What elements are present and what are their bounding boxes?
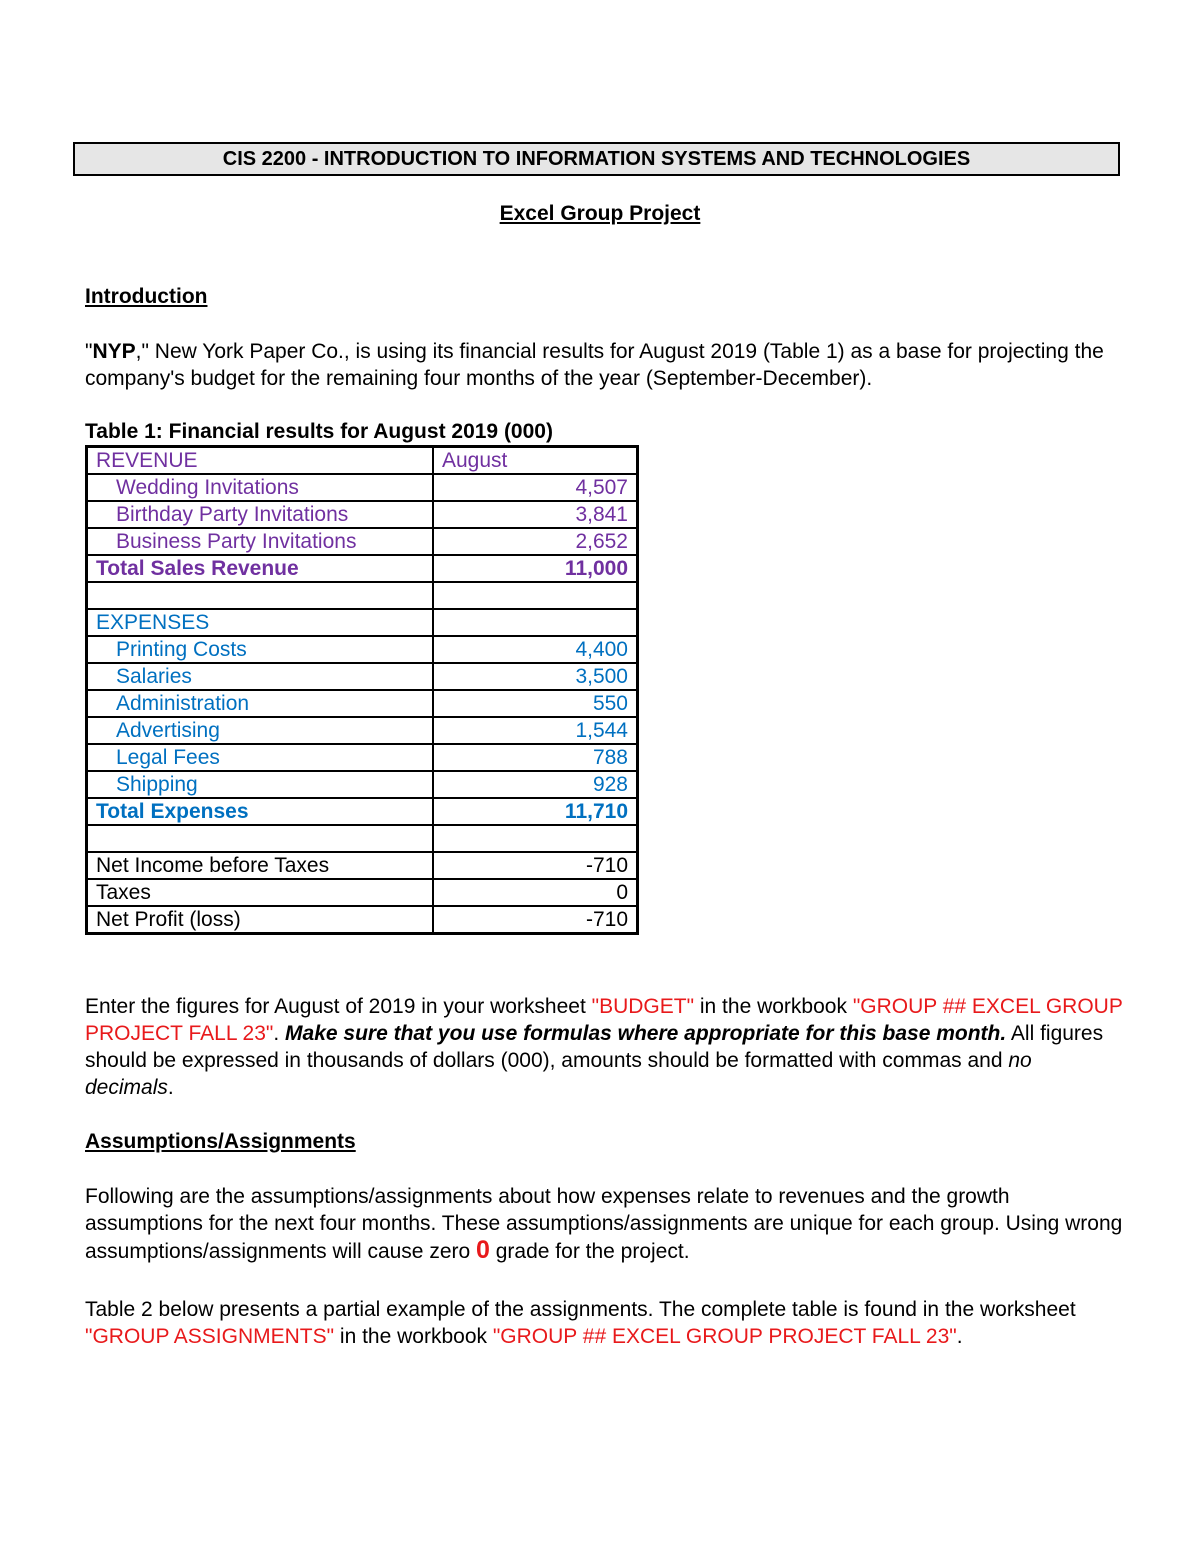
formulas-emphasis: Make sure that you use formulas where appropriate for this base month. [285,1022,1007,1045]
table-row [87,906,638,934]
instructions-text: . [273,1022,286,1045]
summary-label: Net Profit (loss) [87,906,434,934]
table-row [87,609,638,636]
table-row [87,690,638,717]
revenue-value: 4,507 [433,474,638,501]
table-row [87,744,638,771]
summary-value: 0 [433,879,638,906]
revenue-label: Birthday Party Invitations [87,501,434,528]
assumptions-heading: Assumptions/Assignments [85,1130,356,1153]
table-row [87,474,638,501]
total-revenue-value: 11,000 [433,555,638,582]
worksheet-name: "BUDGET" [591,995,695,1018]
empty-cell [433,825,638,852]
summary-label: Taxes [87,879,434,906]
expense-label: Printing Costs [87,636,434,663]
table-row-empty [87,825,638,852]
table-row [87,798,638,825]
table-row [87,555,638,582]
expense-label: Legal Fees [87,744,434,771]
table2-intro-text: in the workbook [334,1325,493,1348]
empty-cell [87,825,434,852]
total-expenses-value: 11,710 [433,798,638,825]
expense-label: Salaries [87,663,434,690]
expense-value: 4,400 [433,636,638,663]
table-row [87,852,638,879]
expense-value: 1,544 [433,717,638,744]
revenue-label: Wedding Invitations [87,474,434,501]
introduction-heading: Introduction [85,285,208,308]
worksheet-name: "GROUP ASSIGNMENTS" [85,1325,335,1348]
table-row [87,447,638,475]
open-quote: " [85,340,93,363]
instructions-text: . [167,1076,174,1099]
revenue-header: REVENUE [87,447,434,475]
zero-grade-mark: 0 [476,1236,490,1264]
financial-results-table [85,445,639,935]
instructions-text: All figures should be expressed in thousands of dollars (000), amounts should be formatted with commas and [85,1022,1104,1072]
table2-intro-text: . [956,1325,963,1348]
summary-value: -710 [433,852,638,879]
instructions-paragraph [85,993,1125,1101]
expense-value: 3,500 [433,663,638,690]
instructions-text: Enter the figures for August of 2019 in your worksheet [85,995,592,1018]
introduction-text: ," New York Paper Co., is using its financial results for August 2019 (Table 1) as a base for projecting the company's budget for the remaining four months of the year (September-December). [85,340,1104,390]
revenue-value: 3,841 [433,501,638,528]
expense-value: 928 [433,771,638,798]
total-revenue-label: Total Sales Revenue [87,555,434,582]
no-decimals-emphasis: no decimals [85,1049,1032,1099]
document-title: Excel Group Project [499,202,701,225]
workbook-name: "GROUP ## EXCEL GROUP PROJECT FALL 23" [85,995,1123,1045]
table-row [87,771,638,798]
workbook-name: "GROUP ## EXCEL GROUP PROJECT FALL 23" [492,1325,957,1348]
assumptions-paragraph [85,1183,1125,1265]
table-row [87,879,638,906]
summary-value: -710 [433,906,638,934]
assumptions-text: grade for the project. [489,1240,690,1263]
expense-label: Administration [87,690,434,717]
empty-cell [433,582,638,609]
table-row [87,501,638,528]
revenue-label: Business Party Invitations [87,528,434,555]
table-row-empty [87,582,638,609]
introduction-paragraph [85,338,1125,392]
expense-value: 550 [433,690,638,717]
summary-label: Net Income before Taxes [87,852,434,879]
table2-intro-paragraph [85,1296,1125,1350]
instructions-text: in the workbook [694,995,853,1018]
table-row [87,528,638,555]
expense-value: 788 [433,744,638,771]
month-header: August [433,447,638,475]
table-row [87,717,638,744]
assumptions-text: Following are the assumptions/assignments about how expenses relate to revenues and the growth assumptions for the next four months. These assumptions/assignments are unique for each group. Using wrong assumptions/assignments will cause zero [85,1185,1123,1263]
expense-label: Advertising [87,717,434,744]
table-row [87,636,638,663]
table-row [87,663,638,690]
table1-caption: Table 1: Financial results for August 2019 (000) [85,420,553,443]
revenue-value: 2,652 [433,528,638,555]
table2-intro-text: Table 2 below presents a partial example of the assignments. The complete table is found in the worksheet [85,1298,1076,1321]
expense-label: Shipping [87,771,434,798]
company-abbreviation: NYP [92,340,136,363]
empty-cell [433,609,638,636]
expenses-header: EXPENSES [87,609,434,636]
total-expenses-label: Total Expenses [87,798,434,825]
empty-cell [87,582,434,609]
course-title-banner: CIS 2200 - INTRODUCTION TO INFORMATION SYSTEMS AND TECHNOLOGIES [73,142,1120,176]
